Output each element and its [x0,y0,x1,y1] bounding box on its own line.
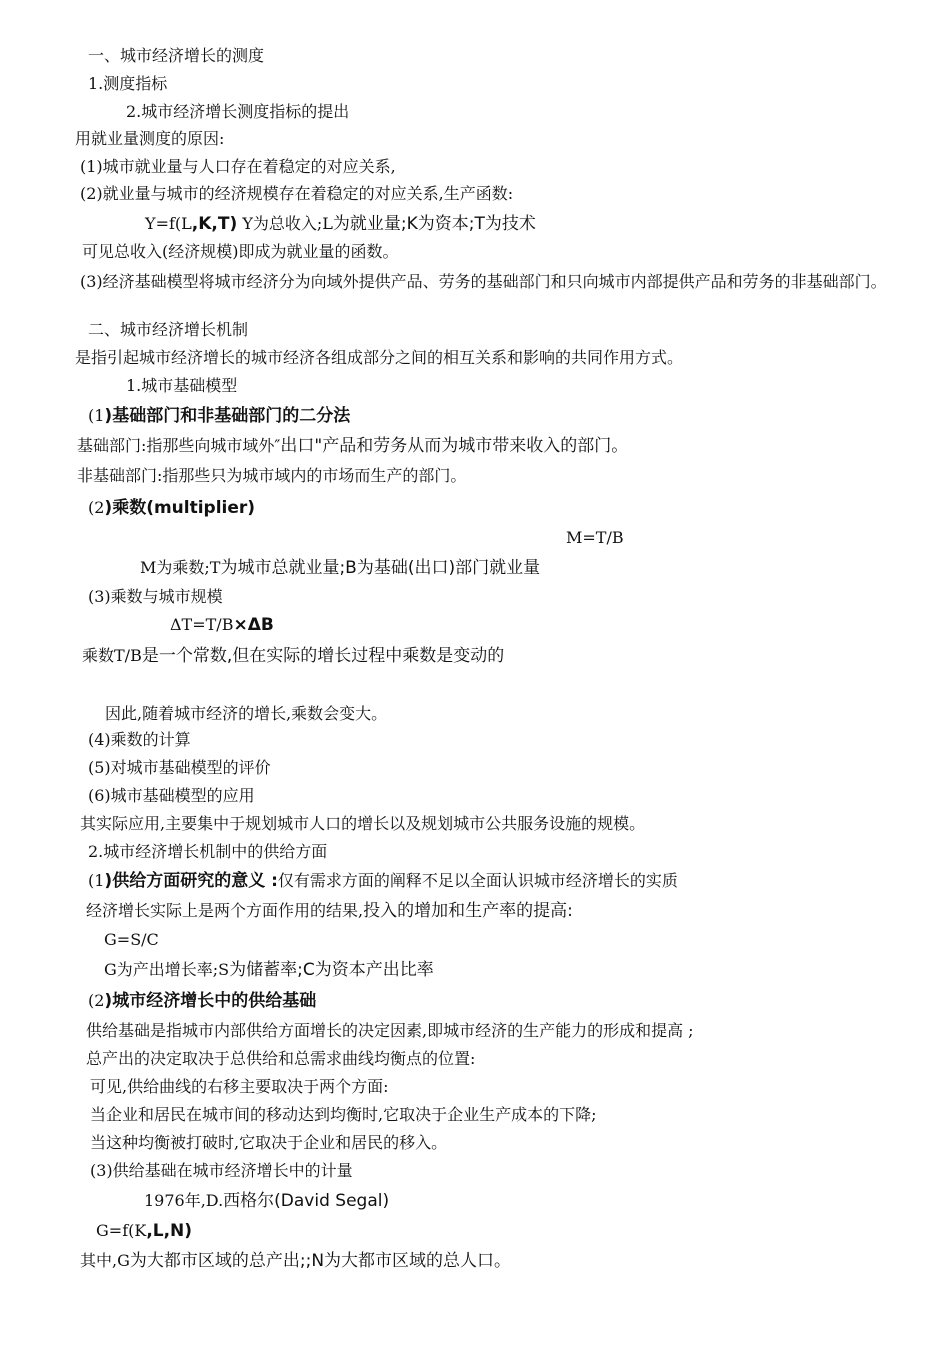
text-segment: )乘数(multiplier) [104,498,256,518]
text-segment: 非基础部门:指那些只为城市域内的市场而生产的部门。 [77,466,467,485]
text-segment: 为储蓄率;C为资本产出比率 [229,960,434,980]
line-l32 [88,990,316,1012]
text-segment: G=S/C [104,930,159,949]
text-segment: 一、城市经济增长的测度 [88,46,265,65]
text-segment: 可见,供给曲线的右移主要取决于两个方面: [90,1077,389,1096]
text-segment: 1976年,D. [144,1191,224,1210]
line-l02 [88,73,167,95]
line-l37 [90,1132,447,1154]
text-segment: )供给方面研究的意义 : [104,871,278,891]
line-l15 [77,465,466,487]
text-segment: (1 [88,871,105,890]
text-segment: )城市经济增长中的供给基础 [104,991,317,1011]
text-segment: (3)乘数与城市规模 [88,587,223,606]
line-l10 [88,319,248,341]
text-segment: 是一个常数,但在实际的增长过程中乘数是变动的 [141,646,505,666]
text-segment: ΔT=T/B [170,615,234,634]
text-segment: 供给基础是指城市内部供给方面增长的决定因素,即城市经济的生产能力的形成和提高 ; [86,1021,694,1040]
line-l26 [80,813,645,835]
text-segment: 总产出的决定取决于总供给和总需求曲线均衡点的位置: [86,1049,476,1068]
line-l20 [170,614,274,636]
text-segment: (3)供给基础在城市经济增长中的计量 [90,1161,353,1180]
text-segment: 为大都市区域的总产出;;N为大都市区域的总人口。 [129,1251,512,1271]
line-l13 [88,405,350,427]
text-segment: (4)乘数的计算 [88,730,191,749]
line-l07 [145,213,536,235]
text-segment: (2)就业量与城市的经济规模存在着稳定的对应关系,生产函数: [80,184,514,203]
text-segment: 仅有需求方面的阐释不足以全面认识城市经济增长的实质 [277,871,678,890]
line-l29 [86,900,573,922]
line-l34 [86,1048,475,1070]
line-l06 [80,183,513,205]
line-l21 [82,645,504,667]
text-segment: (2 [88,991,105,1010]
text-segment: M=T/B [566,528,624,547]
text-segment: 二、城市经济增长机制 [88,320,249,339]
text-segment: 2.城市经济增长机制中的供给方面 [88,842,328,861]
line-l33 [86,1020,694,1042]
text-segment: 其中,G [80,1251,130,1270]
text-segment: 经济增长实际上是两个方面作用的结果, [86,901,364,920]
text-segment: (5)对城市基础模型的评价 [88,758,271,777]
text-segment: 出口"产品和劳务从而为城市带来收入的部门。 [280,436,629,456]
text-segment: ×ΔB [233,615,274,635]
line-l16 [88,497,255,519]
text-segment: 可见总收入(经济规模)即成为就业量的函数。 [82,242,399,261]
line-l25 [88,785,255,807]
text-segment: 基础部门:指那些向城市域外″ [77,436,281,455]
line-l22 [105,703,387,725]
text-segment: 当企业和居民在城市间的移动达到均衡时,它取决于企业生产成本的下降; [90,1105,597,1124]
line-l36 [90,1104,596,1126]
text-segment: 为城市总就业量;B为基础(出口)部门就业量 [220,558,541,578]
text-segment: 因此,随着城市经济的增长,乘数会变大。 [105,704,388,723]
text-segment: ,L,N) [146,1221,193,1241]
text-segment: 用就业量测度的原因: [75,129,225,148]
text-segment: Y=f(L [145,214,192,233]
line-l19 [88,586,223,608]
text-segment: 是指引起城市经济增长的城市经济各组成部分之间的相互关系和影响的共同作用方式。 [75,348,684,367]
line-l39 [144,1190,389,1212]
line-l23 [88,729,191,751]
text-segment: 1.测度指标 [88,74,168,93]
text-segment: 其实际应用,主要集中于规划城市人口的增长以及规划城市公共服务设施的规模。 [80,814,646,833]
text-segment: (2 [88,498,105,517]
text-segment: 西格尔(David Segal) [223,1191,390,1211]
line-l35 [90,1076,388,1098]
line-l31 [104,959,434,981]
text-segment: 当这种均衡被打破时,它取决于企业和居民的移入。 [90,1133,448,1152]
line-l41 [80,1250,511,1272]
line-l24 [88,757,271,779]
line-l09 [55,271,905,293]
text-segment: G=f(K [96,1221,147,1240]
text-segment: G为产出增长率;S [104,960,230,979]
text-segment: Y为总收入;L [237,214,333,233]
line-l30 [104,929,159,951]
text-segment: (6)城市基础模型的应用 [88,786,255,805]
line-l40 [96,1220,192,1242]
line-l08 [82,241,399,263]
line-l05 [80,156,396,178]
text-segment: 乘数T/B [82,646,142,665]
line-l17 [566,527,624,549]
text-segment: )基础部门和非基础部门的二分法 [104,406,351,426]
line-l04 [75,128,224,150]
text-segment: (1)城市就业量与人口存在着稳定的对应关系, [80,157,396,176]
line-l12 [126,375,237,397]
text-segment: 1.城市基础模型 [126,376,238,395]
line-l01 [88,45,264,67]
line-l38 [90,1160,353,1182]
line-l03 [126,101,349,123]
text-segment: ,K,T) [191,214,238,234]
text-segment: (3)经济基础模型将城市经济分为向域外提供产品、劳务的基础部门和只向城市内部提供产品和劳务的非基础部门。 [80,272,887,291]
line-l14 [77,435,628,457]
text-segment: (1 [88,406,105,425]
line-l11 [75,347,683,369]
line-l27 [88,841,327,863]
text-segment: 2.城市经济增长测度指标的提出 [126,102,350,121]
text-segment: 为就业量;K为资本;T为技术 [332,214,536,234]
text-segment: M为乘数;T [140,558,221,577]
line-l18 [140,557,540,579]
text-segment: 投入的增加和生产率的提高: [363,901,573,921]
line-l28 [88,870,678,892]
